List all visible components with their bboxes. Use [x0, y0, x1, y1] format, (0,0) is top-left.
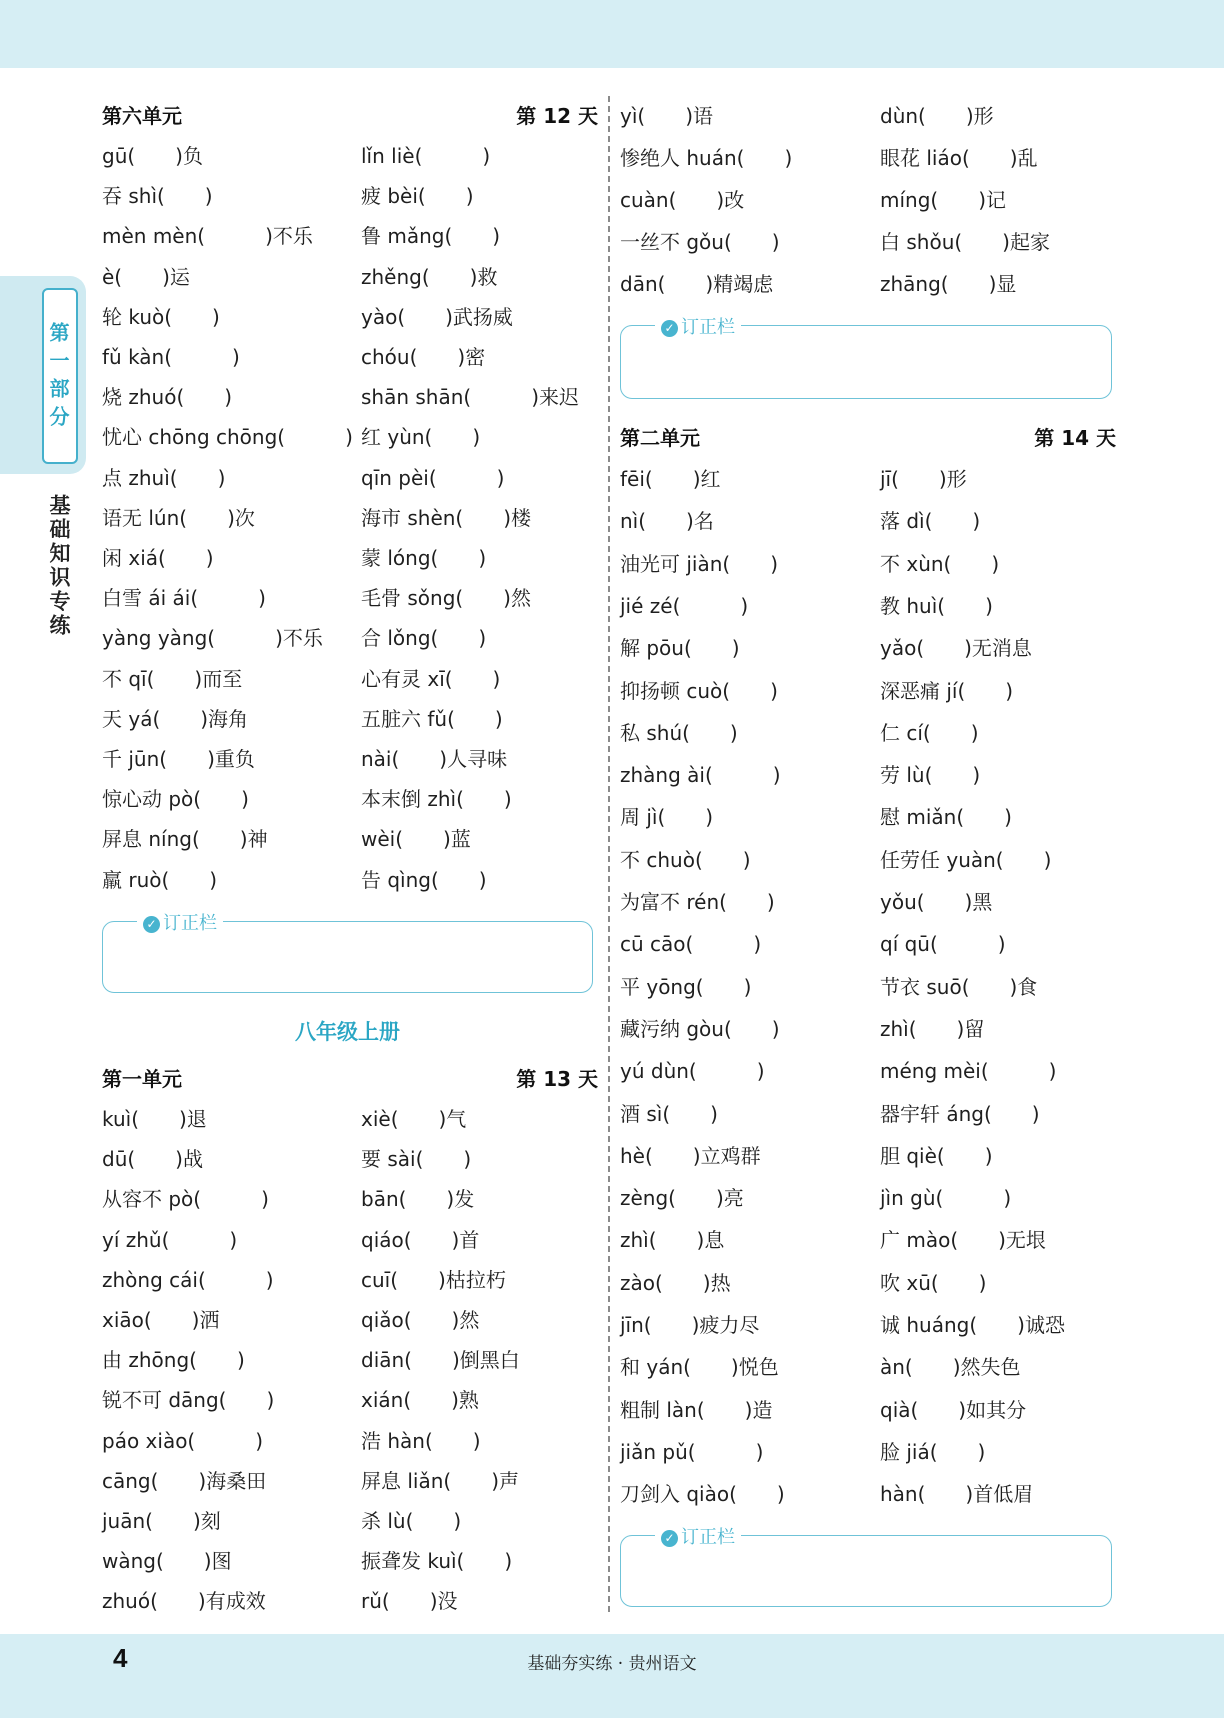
check-icon: ✓ [661, 320, 678, 337]
exercise-item: 周 jì( ) [620, 805, 714, 830]
exercise-item: páo xiào( ) [102, 1428, 264, 1453]
exercise-item: 白 shǒu( )起家 [880, 230, 1050, 254]
grade-heading: 八年级上册 [295, 1020, 400, 1044]
exercise-item: 屏息 níng( )神 [102, 827, 268, 852]
exercise-item: qīn pèi( ) [361, 465, 505, 490]
exercise-item: 蒙 lóng( ) [361, 546, 487, 570]
exercise-item: 千 jūn( )重负 [102, 747, 255, 771]
exercise-item: míng( )记 [880, 188, 1007, 212]
exercise-item: 为富不 rén( ) [620, 890, 775, 914]
exercise-item: qí qū( ) [880, 932, 1006, 957]
exercise-item: 告 qìng( ) [361, 867, 487, 892]
exercise-item: 平 yōng( ) [620, 974, 752, 999]
exercise-item: 红 yùn( ) [361, 425, 481, 450]
correction-box-unit1 [620, 317, 1112, 399]
exercise-item: jiǎn pǔ( ) [620, 1439, 764, 1464]
exercise-item: 任劳任 yuàn( ) [880, 847, 1052, 872]
exercise-item: zhòng cái( ) [102, 1267, 274, 1292]
exercise-item: 一丝不 gǒu( ) [620, 230, 780, 254]
exercise-item: yào( )武扬威 [361, 304, 513, 329]
exercise-item: 眼花 liáo( )乱 [880, 146, 1038, 170]
exercise-item: 本末倒 zhì( ) [361, 787, 512, 812]
exercise-item: diān( )倒黑白 [361, 1348, 520, 1373]
exercise-item: bān( )发 [361, 1187, 475, 1212]
exercise-item: rǔ( )没 [361, 1589, 458, 1614]
exercise-item: wèi( )蓝 [361, 827, 471, 852]
exercise-item: àn( )然失色 [880, 1355, 1021, 1380]
exercise-item: shān shān( )来迟 [361, 385, 580, 410]
exercise-item: cāng( )海桑田 [102, 1468, 267, 1493]
exercise-item: fǔ kàn( ) [102, 345, 240, 369]
exercise-item: 油光可 jiàn( ) [620, 551, 779, 576]
exercise-item: cuī( )枯拉朽 [361, 1267, 506, 1292]
exercise-item: nài( )人寻味 [361, 747, 508, 771]
exercise-item: 闲 xiá( ) [102, 546, 214, 570]
correction-label: ✓ 订正栏 [655, 313, 741, 339]
exercise-item: méng mèi( ) [880, 1059, 1057, 1084]
part-tab-label: 第一部分 [42, 288, 78, 464]
exercise-item: 语无 lún( )次 [102, 505, 255, 530]
exercise-item: 鲁 mǎng( ) [361, 224, 501, 249]
column-divider [608, 96, 610, 1612]
exercise-item: wàng( )图 [102, 1549, 232, 1574]
exercise-item: qià( )如其分 [880, 1397, 1027, 1422]
exercise-item: fēi( )红 [620, 467, 721, 491]
exercise-item: 羸 ruò( ) [102, 867, 218, 892]
exercise-item: yí zhǔ( ) [102, 1227, 238, 1252]
exercise-item: chóu( )密 [361, 345, 486, 369]
exercise-item: jīn( )疲力尽 [620, 1313, 760, 1337]
check-icon: ✓ [143, 916, 160, 933]
exercise-item: hè( )立鸡群 [620, 1143, 761, 1168]
exercise-item: cū cāo( ) [620, 932, 762, 957]
exercise-item: mèn mèn( )不乐 [102, 224, 313, 249]
unit2-title: 第二单元 [620, 426, 700, 450]
exercise-item: 锐不可 dāng( ) [102, 1388, 275, 1413]
exercise-item: 器宇轩 áng( ) [880, 1101, 1040, 1126]
exercise-item: 屏息 liǎn( )声 [361, 1468, 520, 1493]
exercise-item: 杀 lù( ) [361, 1509, 462, 1533]
exercise-item: 心有灵 xī( ) [361, 666, 501, 691]
exercise-item: 海市 shèn( )楼 [361, 505, 532, 530]
unit6-title: 第六单元 [102, 104, 182, 128]
exercise-item: 刀剑入 qiào( ) [620, 1482, 785, 1507]
exercise-item: 慰 miǎn( ) [880, 805, 1012, 830]
exercise-item: 忧心 chōng chōng( ) [102, 425, 353, 450]
exercise-item: 从容不 pò( ) [102, 1187, 269, 1212]
page-number: 4 [113, 1643, 128, 1673]
exercise-item: zào( )热 [620, 1270, 731, 1295]
correction-label: ✓ 订正栏 [655, 1523, 741, 1549]
exercise-item: jié zé( ) [620, 593, 749, 618]
exercise-item: 浩 hàn( ) [361, 1428, 481, 1453]
exercise-item: 轮 kuò( ) [102, 304, 220, 329]
exercise-item: yú dùn( ) [620, 1059, 765, 1084]
exercise-item: jī( )形 [880, 467, 967, 491]
exercise-item: zhāng( )显 [880, 272, 1017, 296]
exercise-item: nì( )名 [620, 509, 714, 534]
exercise-item: 天 yá( )海角 [102, 706, 249, 731]
footer-title: 基础夯实练 · 贵州语文 [527, 1654, 697, 1674]
exercise-item: 不 xùn( ) [880, 551, 1000, 576]
unit1-day: 第 13 天 [516, 1067, 598, 1091]
exercise-item: lǐn liè( ) [361, 144, 491, 168]
exercise-item: cuàn( )改 [620, 188, 745, 212]
exercise-item: 不 chuò( ) [620, 847, 751, 872]
exercise-item: 藏污纳 gòu( ) [620, 1016, 780, 1041]
exercise-item: 不 qī( )而至 [102, 666, 243, 691]
exercise-item: 要 sài( ) [361, 1147, 472, 1172]
unit1-title: 第一单元 [102, 1067, 182, 1091]
exercise-item: zèng( )亮 [620, 1186, 744, 1211]
exercise-item: 吞 shì( ) [102, 184, 213, 209]
exercise-item: zhàng ài( ) [620, 763, 781, 788]
exercise-item: zhuó( )有成效 [102, 1589, 266, 1614]
exercise-item: 脸 jiá( ) [880, 1439, 986, 1464]
top-band [0, 0, 1224, 68]
exercise-item: è( )运 [102, 264, 190, 289]
exercise-item: 粗制 làn( )造 [620, 1397, 773, 1422]
exercise-item: 振聋发 kuì( ) [361, 1549, 513, 1574]
correction-box-unit6 [102, 913, 593, 993]
exercise-item: dū( )战 [102, 1147, 203, 1172]
exercise-item: 烧 zhuó( ) [102, 385, 233, 410]
exercise-item: 合 lǒng( ) [361, 626, 487, 651]
exercise-item: 点 zhuì( ) [102, 465, 226, 490]
exercise-item: 落 dì( ) [880, 509, 981, 534]
exercise-item: 毛骨 sǒng( )然 [361, 586, 531, 611]
exercise-item: dān( )精竭虑 [620, 272, 774, 296]
section-label: 基础知识专练 [47, 494, 71, 638]
correction-box-unit2 [620, 1527, 1112, 1607]
exercise-item: 白雪 ái ái( ) [102, 586, 266, 611]
exercise-item: 教 huì( ) [880, 593, 993, 618]
exercise-item: xián( )熟 [361, 1388, 479, 1413]
check-icon: ✓ [661, 1530, 678, 1547]
exercise-item: yǎo( )无消息 [880, 636, 1032, 661]
exercise-item: 和 yán( )悦色 [620, 1355, 779, 1380]
exercise-item: 疲 bèi( ) [361, 184, 474, 209]
exercise-item: 五脏六 fǔ( ) [361, 706, 503, 731]
exercise-item: kuì( )退 [102, 1107, 207, 1131]
exercise-item: 诚 huáng( )诚恐 [880, 1313, 1065, 1337]
exercise-item: yì( )语 [620, 104, 713, 128]
exercise-item: zhěng( )救 [361, 264, 498, 289]
exercise-item: 惊心动 pò( ) [102, 787, 249, 812]
exercise-item: 私 shú( ) [620, 720, 738, 745]
exercise-item: jìn gù( ) [880, 1186, 1012, 1211]
exercise-item: dùn( )形 [880, 104, 994, 128]
unit6-day: 第 12 天 [516, 104, 598, 128]
exercise-item: yàng yàng( )不乐 [102, 626, 323, 651]
exercise-item: 由 zhōng( ) [102, 1348, 245, 1373]
exercise-item: 抑扬顿 cuò( ) [620, 678, 778, 703]
exercise-item: zhì( )留 [880, 1016, 985, 1041]
exercise-item: 惨绝人 huán( ) [620, 146, 793, 170]
unit2-day: 第 14 天 [1034, 426, 1116, 450]
exercise-item: hàn( )首低眉 [880, 1482, 1034, 1507]
exercise-item: zhì( )息 [620, 1228, 725, 1253]
exercise-item: 劳 lù( ) [880, 763, 981, 788]
exercise-item: 仁 cí( ) [880, 720, 979, 745]
exercise-item: gū( )负 [102, 144, 203, 168]
exercise-item: yǒu( )黑 [880, 890, 993, 914]
exercise-item: 深恶痛 jí( ) [880, 678, 1014, 703]
exercise-item: qiǎo( )然 [361, 1308, 480, 1332]
exercise-item: xiè( )气 [361, 1107, 467, 1131]
exercise-item: 酒 sì( ) [620, 1101, 718, 1126]
bottom-band [0, 1634, 1224, 1718]
exercise-item: juān( )刻 [102, 1509, 221, 1533]
exercise-item: xiāo( )洒 [102, 1308, 220, 1332]
exercise-item: 节衣 suō( )食 [880, 974, 1038, 999]
exercise-item: 胆 qiè( ) [880, 1143, 993, 1168]
correction-label: ✓ 订正栏 [137, 909, 223, 935]
exercise-item: 广 mào( )无垠 [880, 1228, 1046, 1253]
exercise-item: 解 pōu( ) [620, 636, 740, 661]
exercise-item: 吹 xū( ) [880, 1270, 987, 1295]
exercise-item: qiáo( )首 [361, 1227, 480, 1252]
